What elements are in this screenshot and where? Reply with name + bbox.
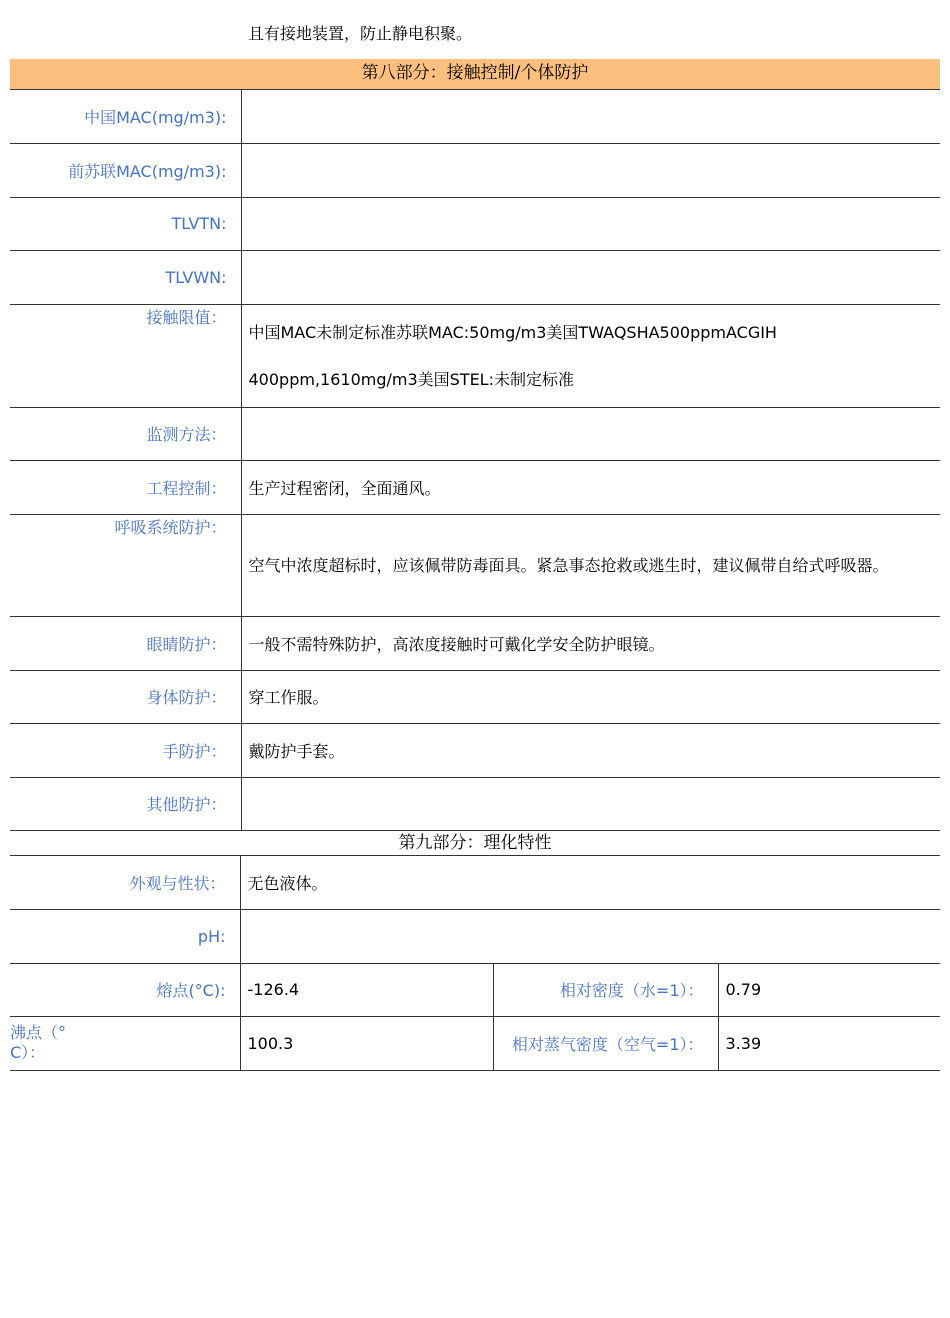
boiling-point-label (10, 1016, 240, 1070)
other-protection-value (241, 777, 940, 830)
vapor-density-value: 3.39 (718, 1016, 940, 1070)
table-row (10, 670, 940, 723)
table-row (10, 963, 940, 1016)
table-row (10, 514, 940, 616)
table-row (10, 777, 940, 830)
table-row (10, 197, 940, 250)
continued-text: 且有接地装置，防止静电积聚。 (248, 24, 473, 43)
section-8-table (10, 90, 940, 831)
melting-point-value: -126.4 (240, 963, 493, 1016)
table-row (10, 407, 940, 460)
body-protection-label: 身体防护： (10, 670, 241, 723)
melting-point-label: 熔点(°C): (10, 963, 240, 1016)
tlvwn-value (241, 250, 940, 304)
section-9-pair-table (10, 963, 940, 1071)
section-9-table (10, 856, 940, 964)
respiratory-protection-value (241, 514, 940, 616)
tlvtn-label: TLVTN: (10, 197, 241, 250)
exposure-limit-line-2: 400ppm,1610mg/m3美国STEL:未制定标准 (248, 369, 574, 389)
table-row (10, 1016, 940, 1070)
china-mac-value (241, 90, 940, 143)
table-row (10, 304, 940, 407)
table-row (10, 250, 940, 304)
appearance-value: 无色液体。 (240, 856, 940, 909)
table-row (10, 909, 940, 963)
ussr-mac-label: 前苏联MAC(mg/m3): (10, 143, 241, 197)
table-row (10, 460, 940, 514)
table-row (10, 856, 940, 909)
ph-value (240, 909, 940, 963)
section-8-header: 第八部分：接触控制/个体防护 (10, 59, 940, 90)
tlvtn-value (241, 197, 940, 250)
body-protection-value: 穿工作服。 (241, 670, 940, 723)
section-9-header: 第九部分：理化特性 (10, 830, 940, 856)
boiling-point-value: 100.3 (240, 1016, 493, 1070)
relative-density-value: 0.79 (718, 963, 940, 1016)
hand-protection-label: 手防护： (10, 723, 241, 777)
other-protection-label: 其他防护： (10, 777, 241, 830)
monitoring-method-value (241, 407, 940, 460)
monitoring-method-label: 监测方法： (10, 407, 241, 460)
table-row (10, 723, 940, 777)
engineering-control-value: 生产过程密闭，全面通风。 (241, 460, 940, 514)
appearance-label: 外观与性状： (10, 856, 240, 909)
exposure-limit-label: 接触限值： (10, 304, 241, 407)
china-mac-label: 中国MAC(mg/m3): (10, 90, 241, 143)
table-row (10, 616, 940, 670)
hand-protection-value: 戴防护手套。 (241, 723, 940, 777)
tlvwn-label: TLVWN: (10, 250, 241, 304)
table-row (10, 143, 940, 197)
ussr-mac-value (241, 143, 940, 197)
eye-protection-label: 眼睛防护： (10, 616, 241, 670)
exposure-limit-line-1: 中国MAC未制定标准苏联MAC:50mg/m3美国TWAQSHA500ppmACGIH (248, 322, 777, 342)
respiratory-protection-label: 呼吸系统防护： (10, 514, 241, 616)
table-row (10, 90, 940, 143)
exposure-limit-value (241, 304, 940, 407)
boiling-point-label-line-1: 沸点（° (10, 1023, 67, 1042)
relative-density-label: 相对密度（水=1）： (493, 963, 718, 1016)
engineering-control-label: 工程控制： (10, 460, 241, 514)
respiratory-protection-text: 空气中浓度超标时，应该佩带防毒面具。紧急事态抢救或逃生时，建议佩带自给式呼吸器。 (248, 555, 889, 575)
ph-label: pH: (10, 909, 240, 963)
vapor-density-label: 相对蒸气密度（空气=1）： (493, 1016, 718, 1070)
eye-protection-value: 一般不需特殊防护，高浓度接触时可戴化学安全防护眼镜。 (241, 616, 940, 670)
boiling-point-label-line-2: C）： (10, 1043, 46, 1062)
